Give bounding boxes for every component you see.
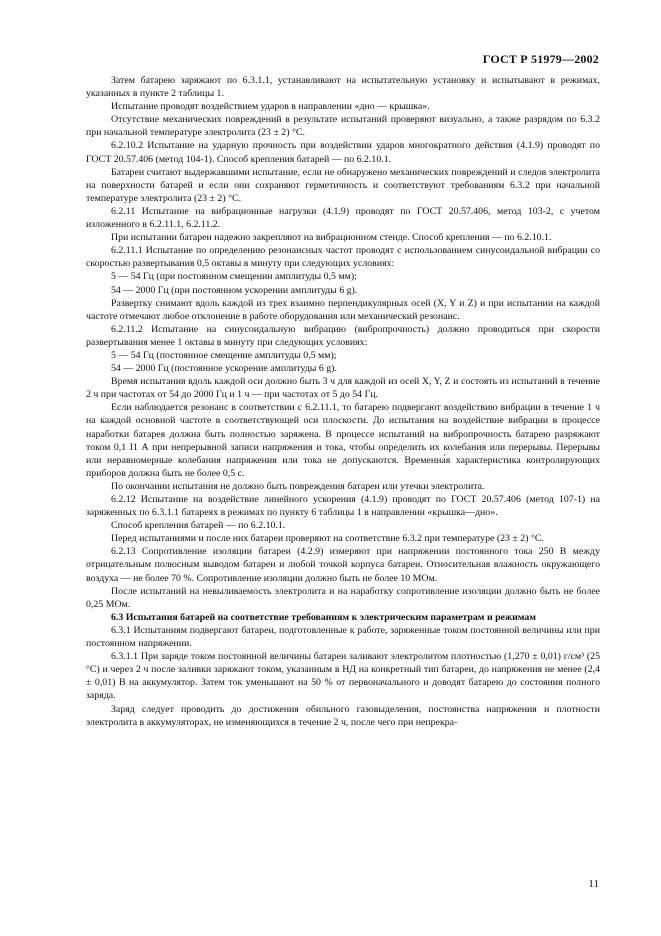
paragraph: 6.2.11 Испытание на вибрационные нагрузки (4.1.9) проводят по ГОСТ 20.57.406, метод 103-2, с учетом изложенного в 6.2.11.1, 6.2.11.2. <box>86 205 600 231</box>
paragraph: Развертку снимают вдоль каждой из трех взаимно перпендикулярных осей (X, Y и Z) и при испытании на каждой частоте отмечают любое отклонение в работе оборудования или механический резонанс. <box>86 297 600 322</box>
paragraph: 5 — 54 Гц (при постоянном смещении амплитуды 0,5 мм); <box>111 271 357 283</box>
paragraph: Способ крепления батарей — по 6.2.10.1. <box>111 520 286 532</box>
paragraph: При испытании батареи надежно закрепляют на вибрационном стенде. Способ крепления — по 6.2.10.1. <box>111 232 552 244</box>
paragraph: Время испытания вдоль каждой оси должно быть 3 ч для каждой из осей X, Y, Z и состоять из испытаний в течение 2 ч при частотах от 54 до 2000 Гц и 1 ч — при частотах от 5 до 54 Гц. <box>86 376 600 401</box>
section-heading: 6.3 Испытания батарей на соответствие требованиям к электрическим параметрам и режимам <box>111 611 537 623</box>
paragraph: 54 — 2000 Гц (при постоянном ускорении амплитуды 6 g). <box>111 284 358 296</box>
page-number: 11 <box>588 878 599 890</box>
paragraph: Затем батарею заряжают по 6.3.1.1, устанавливают на испытательную установку и испытывают в режимах, указанных в пункте 2 таблицы 1. <box>86 75 600 100</box>
paragraph: 6.2.13 Сопротивление изоляции батареи (4.2.9) измеряют при напряжении постоянного тока 250 В между отрицательным полюсным выводом батареи и любой точкой корпуса батареи. Относительная влажность окружающего воздуха — не более 70 %. Сопротивление изоляции должно быть не более 10 МОм. <box>86 546 600 584</box>
paragraph: Испытание проводят воздействием ударов в направлении «дно — крышка». <box>111 101 430 113</box>
paragraph: Если наблюдается резонанс в соответствии с 6.2.11.1, то батарею подвергают воздействию вибрации в течение 1 ч на каждой основной частоте в соответствующей оси плоскости. До испытания на воздействие вибрации в процессе наработки батарея должна быть полностью заряжена. В процессе испытаний на вибропрочность батарею разряжают током 0,1 I1 А при непрерывной записи напряжения и тока, чтобы определить их колебания или перерывы. Перерывы или неравномерные колебания напряжения или тока не допускаются. Временна́я характеристика контролирующих приборов должна быть не более 0,5 с. <box>86 402 600 479</box>
page-header: ГОСТ Р 51979—2002 <box>482 52 599 66</box>
paragraph: 6.2.10.2 Испытание на ударную прочность при воздействии ударов многократного действия (4.1.9) проводят по ГОСТ 20.57.406 (метод 104-1). Способ крепления батарей — по 6.2.10.1. <box>86 140 600 165</box>
paragraph: 6.2.12 Испытание на воздействие линейного ускорения (4.1.9) проводят по ГОСТ 20.57.406 (метод 107-1) на заряженных по 6.3.1.1 батареях в режимах по пункту 6 таблицы 1 в направлении «крышка—дно». <box>86 494 600 519</box>
paragraph: Заряд следует проводить до достижения обильного газовыделения, постоянства напряжения и плотности электролита в аккумуляторах, не изменяющихся в течение 2 ч, после чего при непрекра- <box>86 703 600 728</box>
paragraph: По окончании испытания не должно быть повреждения батареи или утечки электролита. <box>111 480 485 492</box>
paragraph: Перед испытаниями и после них батареи проверяют на соответствие 6.3.2 при температуре (23 ± 2) °С. <box>111 533 544 545</box>
paragraph: 54 — 2000 Гц (постоянное ускорение амплитуды 6 g). <box>111 363 337 375</box>
paragraph: 6.2.11.1 Испытание по определению резонансных частот проводят с использованием синусоидальной вибрации со скоростью развертывания 0,5 октавы в минуту при следующих условиях: <box>86 245 600 270</box>
paragraph: Батареи считают выдержавшими испытание, если не обнаружено механических повреждений и следов электролита на поверхности батарей и если они сохраняют герметичность и соответствуют требованиям 6.3.2 при начальной температуре электролита (23 ± 2) °С. <box>86 166 600 204</box>
paragraph: 6.2.11.2 Испытание на синусоидальную вибрацию (вибропрочность) должно проводиться при скорости развертывания менее 1 октавы в минуту при следующих условиях: <box>86 323 600 348</box>
paragraph: 6.3.1 Испытаниям подвергают батареи, подготовленные к работе, заряженные током постоянной величины или при постоянном напряжении. <box>86 624 600 650</box>
document-body <box>86 74 600 729</box>
paragraph: Отсутствие механических повреждений в результате испытаний проверяют визуально, а также разрядом по 6.3.2 при начальной температуре электролита (23 ± 2) °С. <box>86 114 600 139</box>
paragraph: После испытаний на невыливаемость электролита и на наработку сопротивление изоляции должно быть не более 0,25 МОм. <box>86 585 600 610</box>
paragraph: 5 — 54 Гц (постоянное смещение амплитуды 0,5 мм); <box>111 349 337 361</box>
paragraph: 6.3.1.1 При заряде током постоянной величины батареи заливают электролитом плотностью (1,270 ± 0,01) г/см³ (25 °С) и через 2 ч после заливки заряжают током, указанным в НД на конкретный тип батареи, до напряжения не менее (2,4 ± 0,01) В на аккумулятор. Затем ток уменьшают на 50 % от первоначального и доводят батарею до состояния полного заряда. <box>86 651 600 702</box>
